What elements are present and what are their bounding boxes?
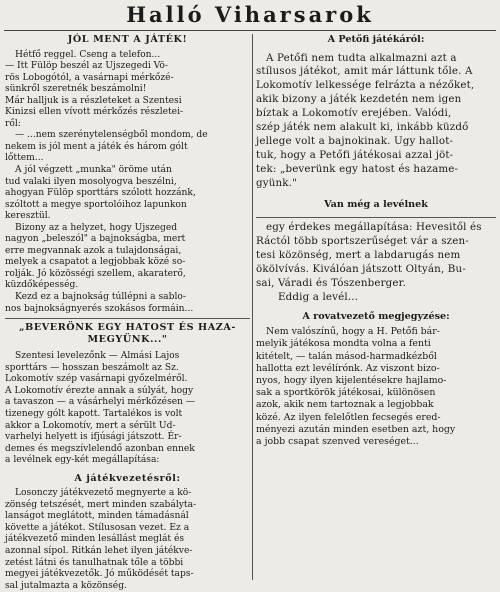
text-line: zetést látni és tanulhatnak tőle a többi [5,557,184,568]
column-divider [252,34,253,580]
text-line: sak a sportkörök játékosai, különösen [256,387,436,399]
text-line: melyek a csapatot a legjobbak közé so- [5,257,186,268]
paragraph-editor-note [256,326,496,448]
section-rule [5,318,250,319]
paragraph-1 [5,50,250,131]
paragraph-end-of-letter [256,291,496,305]
text-line: nyos, hogy ilyen kijelentésekre hajlamo- [256,374,447,386]
text-line: — ...nem szerénytelenségből mondom, de [15,130,208,141]
text-line: tek: „beverünk egy hatost és hazame- [256,162,459,175]
text-line: nos bajnokságnyerés szokásos formáin... [5,303,194,314]
text-line: azok, akik nem tartoznak a legjobbak [256,399,434,411]
text-line: erre megvannak azok a tulajdonságai, [5,245,182,256]
text-line: A jól végzett „munka" öröme után [15,165,172,176]
paragraph-3 [5,165,250,223]
paragraph-4 [5,223,250,292]
text-line: demes és megszívlelendő azonban ennek [5,443,195,454]
text-line: közé. Az ilyen felelőtlen fecsegés ered- [256,411,441,423]
quote-heading-line-1: „BEVERÖNK EGY HATOST ÉS HAZA- [19,322,236,334]
text-line: — Itt Fülöp beszél az Ujszegedi Vö- [5,61,168,72]
text-line: a tavaszon — a vásárhelyi mérkőzésen — [5,397,196,408]
text-line: Hétfő reggel. Cseng a telefon... [15,49,161,60]
text-line: Losonczy játékvezető megnyerte a kö- [15,488,192,499]
right-column [256,34,496,580]
article-heading: JÓL MENT A JÁTÉK! [67,34,188,45]
text-line: A Lokomotív érezte annak a súlyát, hogy [5,385,194,396]
text-line: tizenegy gólt kapott. Tartalékos is volt [5,408,183,419]
editor-note-heading: A rovatvezető megjegyzése: [302,310,450,322]
text-line: varhelyi helyett is ifjúsági játszott. Ér- [5,432,182,443]
text-line: megyei játékvezetők. Jó működését taps- [5,569,194,580]
text-line: sai, Váradi és Tószenberger. [256,276,407,289]
text-line: keresztül. [5,211,51,222]
text-line: akkor a Lokomotív, mert a sérült Ud- [5,420,176,431]
text-line: azonnal sípol. Ritkán lehet ilyen játékve- [5,545,193,556]
text-line: sünkről szeretnék beszámolni! [5,84,147,95]
text-line: ményezi azután minden esetben azt, hogy [256,423,456,435]
paragraph-5 [5,292,250,315]
referee-heading: A játékvezetésről: [74,472,181,484]
text-line: rolják. Jó közösségi szellem, akaraterő, [5,268,186,279]
text-line: ahogyan Fülöp sporttárs szólott hozzánk, [5,188,196,199]
text-line: tesi közönség, mert a labdarugás nem [256,248,461,261]
text-line: stílusos játékot, amit már láttunk tőle. A [256,65,473,78]
text-line: akik bizony a játék kezdetén nem igen [256,93,462,106]
text-line: egy érdekes megállapítása: Hevesitől és [266,221,482,234]
text-line: szóltott a megye sportolóihoz lapunkon [5,199,187,210]
paragraph-6 [5,351,250,466]
masthead-title: Halló Viharsarok [126,2,374,27]
text-line: a levélnek egy-két megállapítása: [5,455,160,466]
text-line: tud valaki ilyen mosolyogva beszélni, [5,176,177,187]
text-line: Bizony az a helyzet, hogy Ujszeged [15,222,178,233]
text-line: lőttem... [5,153,44,164]
text-line: rös Lobogótól, a vasárnapi mérkőzé- [5,72,174,83]
paragraph-7 [5,488,250,592]
text-line: Lokomotív szép vasárnapi győzelméről. [5,374,188,385]
text-line: követte a játékot. Stílusosan vezet. Ez a [5,522,190,533]
text-line: tuk, hogy a Petőfi játékosai azzal jöt- [256,148,454,161]
text-line: A Petőfi nem tudta alkalmazni azt a [266,51,457,64]
text-line: Lokomotív lelkessége felrázta a nézőket, [256,79,475,92]
masthead-rule [4,30,496,31]
text-line: Kinizsi ellen vívott mérkőzés részletei- [5,107,184,118]
text-line: Szentesi levelezőnk — Almási Lajos [15,351,180,362]
text-line: bíztak a Lokomotív erejében. Valódi, [256,107,452,120]
quote-heading-line-2: MEGYÜNK..." [87,333,168,345]
paragraph-petofi [256,52,496,191]
text-line: Kezd ez a bajnokság túllépni a sablo- [15,292,186,303]
text-line: nekem is jól ment a játék és három gólt [5,141,188,152]
text-line: ökölvívás. Kiválóan játszott Oltyán, Bu- [256,262,466,275]
left-column [5,34,250,591]
text-line: Már halljuk is a részleteket a Szentesi [5,95,182,106]
text-line: melyik játékosa mondta volna a fenti [256,338,431,350]
text-line: szép játék nem alakult ki, inkább küzdő [256,121,469,134]
text-line: Ráctól több sportszerűséget vár a szen- [256,235,469,248]
text-line: sporttárs — hosszan beszámolt az Sz. [5,362,179,373]
text-line: nagyon „beleszól" a bajnokságba, mert [5,234,186,245]
petofi-heading: A Petőfi játékáról: [327,34,425,45]
text-line: kitételt, — talán másod-harmadkézből [256,350,437,362]
paragraph-letter [256,221,496,291]
letter-heading: Van még a levélnek [324,198,428,210]
text-line: a jobb csapat szenved vereséget... [256,435,419,447]
text-line: gyünk." [256,176,297,189]
text-line: sal jutalmazta a közönség. [5,580,127,591]
letter-rule [256,217,496,218]
text-line: jellege volt a bajnokinak. Ugy hallot- [256,134,454,147]
text-line: ről: [5,118,21,129]
text-line: Nem valószínű, hogy a H. Petőfi bár- [266,326,440,338]
text-line: küzdőképesség. [5,280,79,291]
text-line: lanságot meglátott, minden támadásnál [5,511,189,522]
paragraph-2 [5,130,250,165]
text-line: zönség tetszését, mert minden szabálytа- [5,499,197,510]
text-line: hallotta ezt levélírónk. Az viszont bizo- [256,362,440,374]
text-line: játékvezető minden lesállást meglát és [5,534,185,545]
text-line: Eddig a levél... [278,290,359,303]
